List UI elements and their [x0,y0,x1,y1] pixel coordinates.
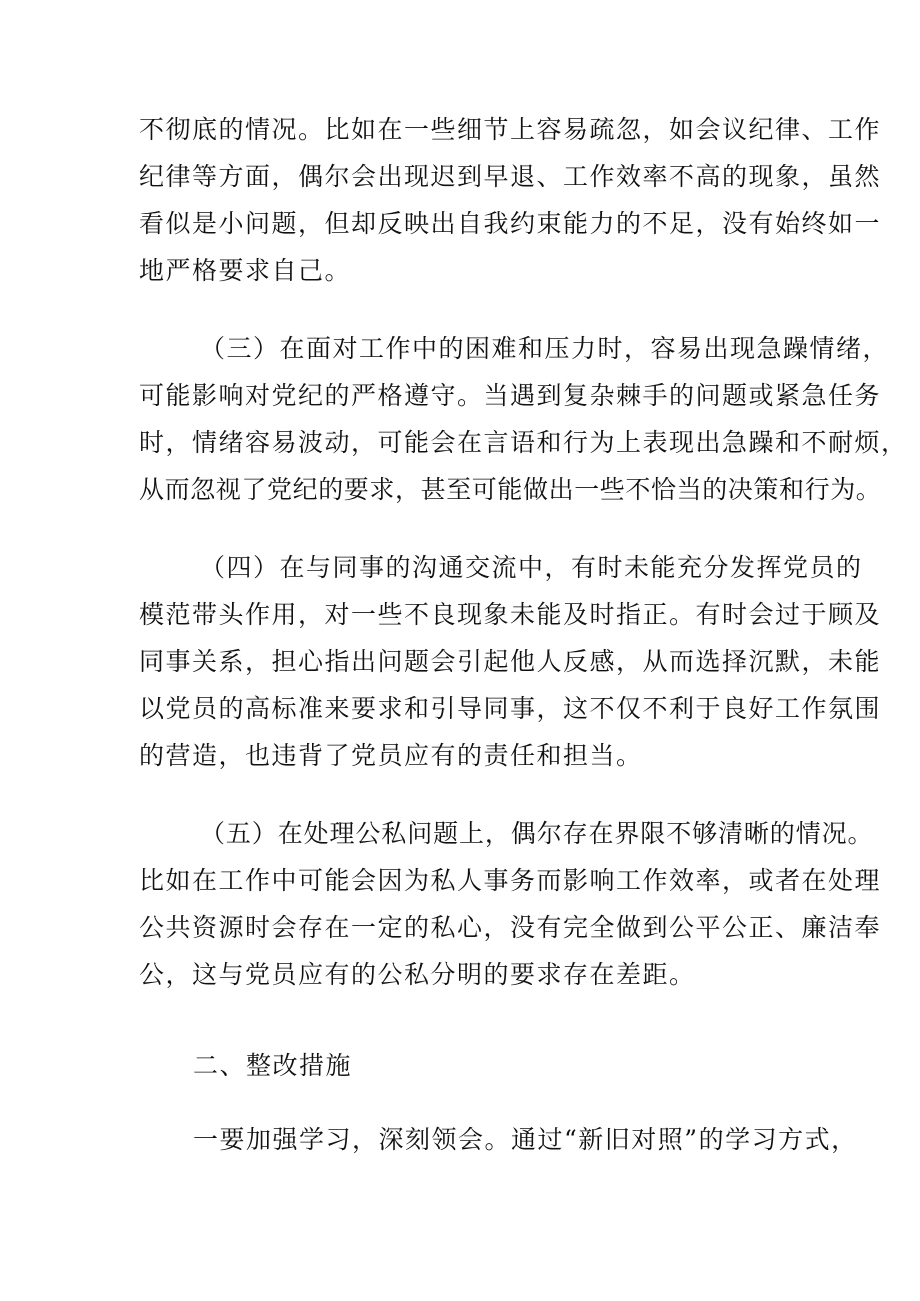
paragraph-line: 可能影响对党纪的严格遵守。当遇到复杂棘手的问题或紧急任务 [139,381,882,410]
section-heading: 二、整改措施 [193,1051,353,1080]
paragraph-line: 地严格要求自己。 [139,256,352,285]
paragraph-line: 从而忽视了党纪的要求，甚至可能做出一些不恰当的决策和行为。 [139,475,882,504]
paragraph-line: （四）在与同事的沟通交流中，有时未能充分发挥党员的 [200,553,863,582]
paragraph-line: 以党员的高标准来要求和引导同事，这不仅不利于良好工作氛围 [139,694,882,723]
paragraph-line: 公共资源时会存在一定的私心，没有完全做到公平公正、廉洁奉 [139,913,882,942]
paragraph-line: 比如在工作中可能会因为私人事务而影响工作效率，或者在处理 [139,866,882,895]
paragraph-line: 时，情绪容易波动，可能会在言语和行为上表现出急躁和不耐烦， [139,428,908,457]
paragraph-line: （三）在面对工作中的困难和压力时，容易出现急躁情绪， [200,334,890,363]
paragraph-line: 不彻底的情况。比如在一些细节上容易疏忽，如会议纪律、工作 [139,115,882,144]
paragraph-line: 纪律等方面，偶尔会出现迟到早退、工作效率不高的现象，虽然 [139,162,882,191]
paragraph-line: 一要加强学习，深刻领会。通过“新旧对照”的学习方式， [193,1125,858,1154]
paragraph-line: 公，这与党员应有的公私分明的要求存在差距。 [139,960,696,989]
paragraph-line: 模范带头作用，对一些不良现象未能及时指正。有时会过于顾及 [139,600,882,629]
paragraph-line: （五）在处理公私问题上，偶尔存在界限不够清晰的情况。 [200,819,874,848]
paragraph-line: 同事关系，担心指出问题会引起他人反感，从而选择沉默，未能 [139,647,882,676]
paragraph-line: 的营造，也违背了党员应有的责任和担当。 [139,741,643,770]
paragraph-line: 看似是小问题，但却反映出自我约束能力的不足，没有始终如一 [139,209,882,238]
